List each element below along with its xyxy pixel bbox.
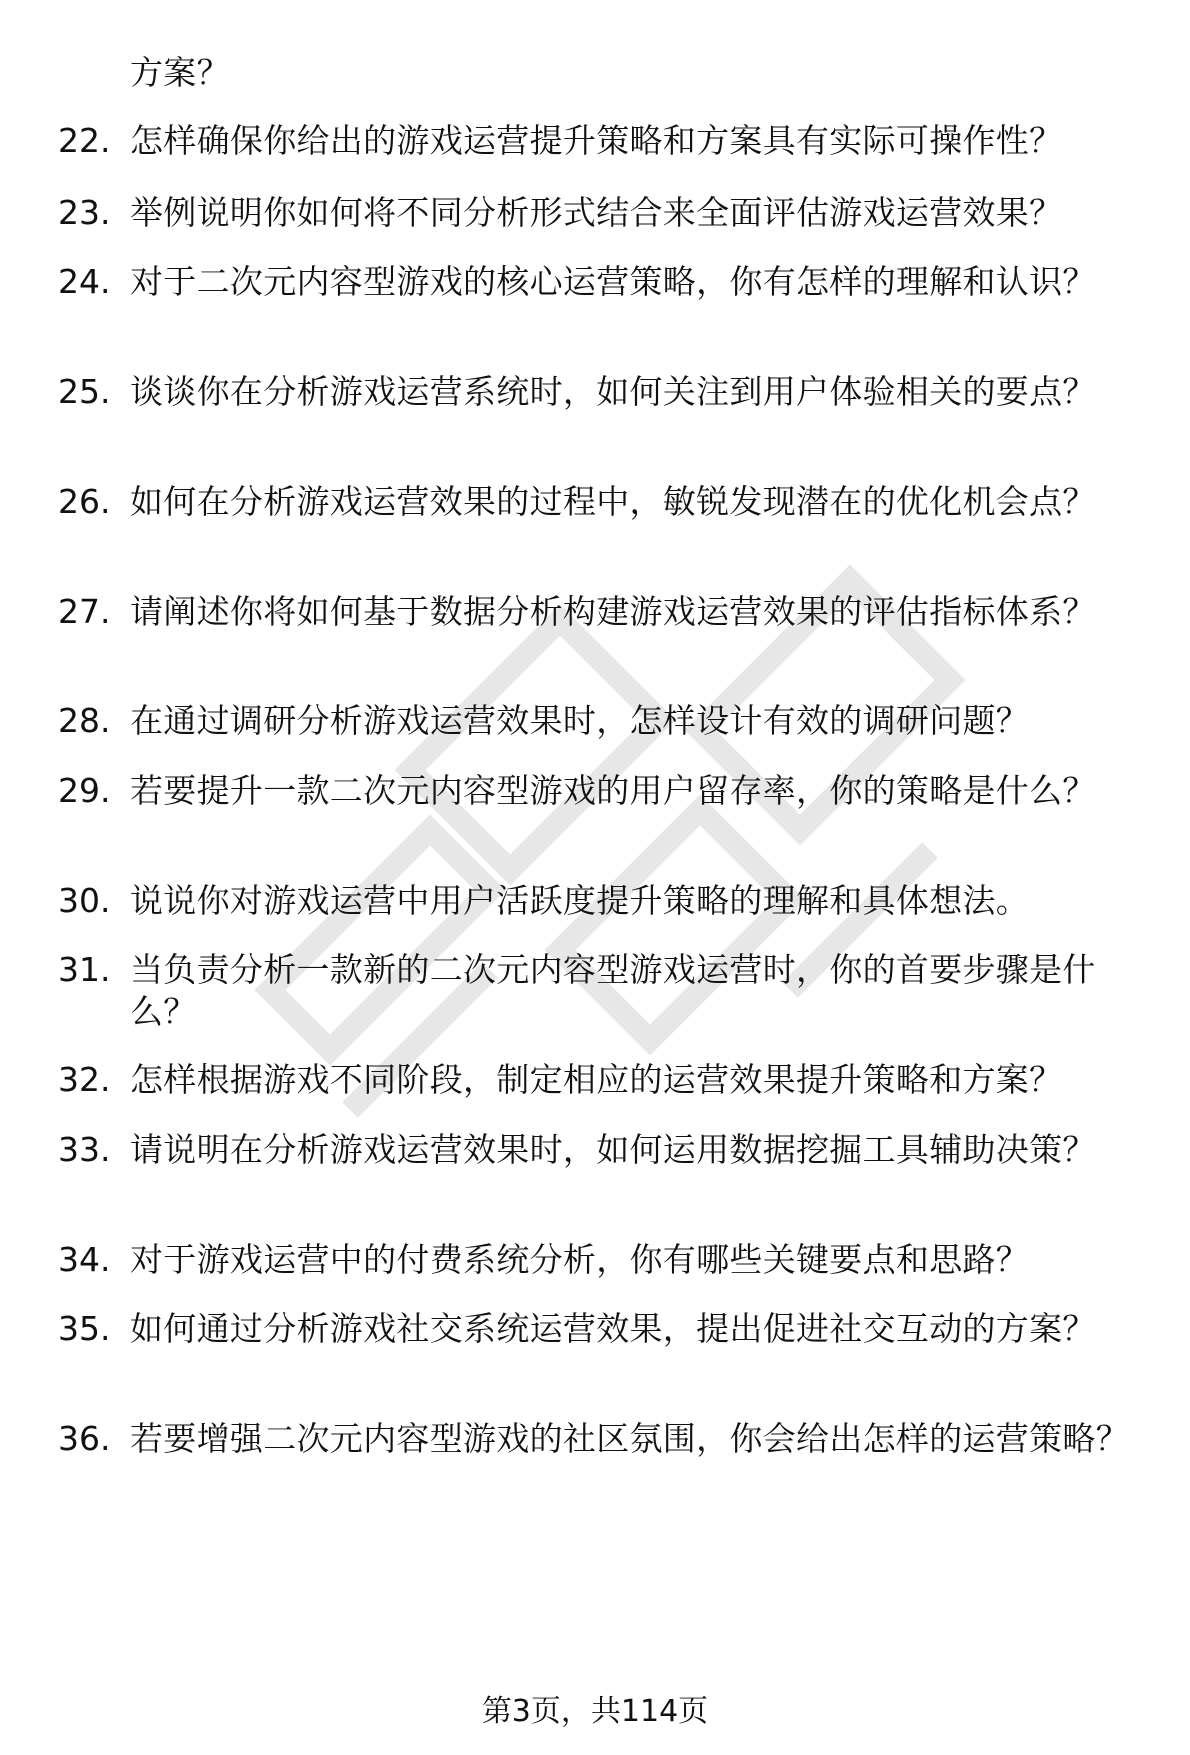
question-text: 若要增强二次元内容型游戏的社区氛围，你会给出怎样的运营策略？ xyxy=(130,1419,1129,1458)
question-continuation: 方案？ xyxy=(130,53,230,92)
question-text: 怎样根据游戏不同阶段，制定相应的运营效果提升策略和方案？ xyxy=(130,1060,1063,1099)
question-number: 24. xyxy=(58,262,111,301)
question-text: 若要提升一款二次元内容型游戏的用户留存率，你的策略是什么？ xyxy=(130,771,1096,810)
question-text: 请阐述你将如何基于数据分析构建游戏运营效果的评估指标体系？ xyxy=(130,592,1096,631)
question-text: 请说明在分析游戏运营效果时，如何运用数据挖掘工具辅助决策？ xyxy=(130,1130,1096,1169)
question-number: 26. xyxy=(58,482,111,521)
question-number: 22. xyxy=(58,121,111,160)
question-text: 对于二次元内容型游戏的核心运营策略，你有怎样的理解和认识？ xyxy=(130,262,1096,301)
question-number: 34. xyxy=(58,1240,111,1279)
question-number: 33. xyxy=(58,1130,111,1169)
question-number: 35. xyxy=(58,1309,111,1348)
question-text: 当负责分析一款新的二次元内容型游戏运营时，你的首要步骤是什么？ xyxy=(130,950,1096,1031)
question-number: 30. xyxy=(58,881,111,920)
question-text: 举例说明你如何将不同分析形式结合来全面评估游戏运营效果？ xyxy=(130,193,1063,232)
question-number: 36. xyxy=(58,1419,111,1458)
question-text: 说说你对游戏运营中用户活跃度提升策略的理解和具体想法。 xyxy=(130,881,1030,920)
question-number: 32. xyxy=(58,1060,111,1099)
question-number: 25. xyxy=(58,372,111,411)
question-text: 对于游戏运营中的付费系统分析，你有哪些关键要点和思路？ xyxy=(130,1240,1030,1279)
page-footer: 第3页，共114页 xyxy=(481,1694,709,1729)
question-text: 怎样确保你给出的游戏运营提升策略和方案具有实际可操作性？ xyxy=(130,121,1063,160)
question-text: 如何通过分析游戏社交系统运营效果，提出促进社交互动的方案？ xyxy=(130,1309,1096,1348)
question-number: 23. xyxy=(58,193,111,232)
question-number: 29. xyxy=(58,771,111,810)
question-number: 31. xyxy=(58,950,111,989)
question-number: 27. xyxy=(58,592,111,631)
question-text: 在通过调研分析游戏运营效果时，怎样设计有效的调研问题？ xyxy=(130,701,1030,740)
question-text: 如何在分析游戏运营效果的过程中，敏锐发现潜在的优化机会点？ xyxy=(130,482,1096,521)
question-text: 谈谈你在分析游戏运营系统时，如何关注到用户体验相关的要点？ xyxy=(130,372,1096,411)
question-number: 28. xyxy=(58,701,111,740)
